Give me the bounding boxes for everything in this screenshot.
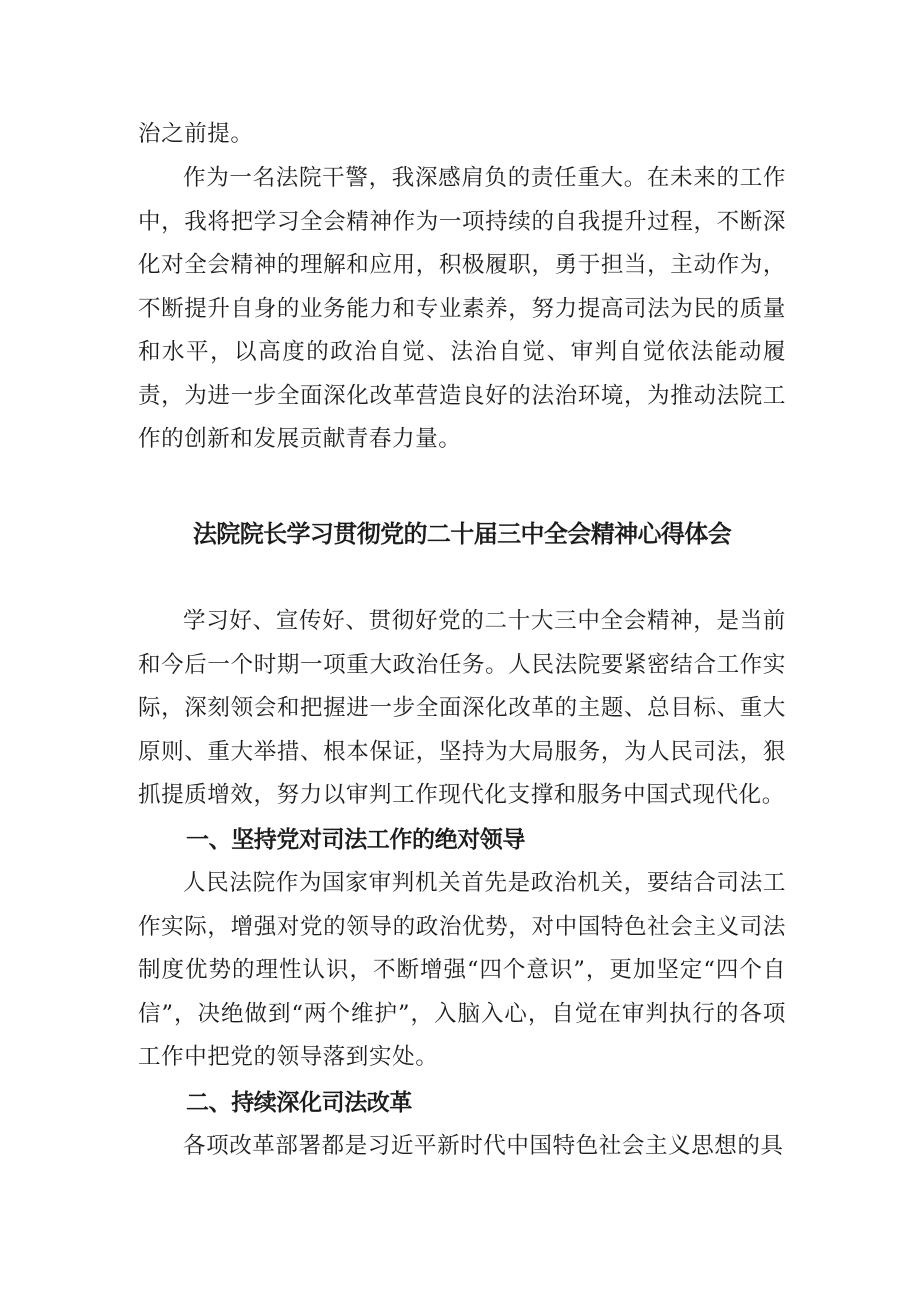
section-paragraph-1: 人民法院作为国家审判机关首先是政治机关，要结合司法工作实际，增强对党的领导的政治优势，对中国特色社会主义司法制度优势的理性认识，不断增强“四个意识”，更加坚定“四个自信”，决绝做到“两个维护”，入脑入心，自觉在审判执行的各项工作中把党的领导落到实处。 [138,870,786,1070]
opening-paragraph: 学习好、宣传好、贯彻好党的二十大三中全会精神，是当前和今后一个时期一项重大政治任务。人民法院要紧密结合工作实际，深刻领会和把握进一步全面深化改革的主题、总目标、重大原则、重大举措、根本保证，坚持为大局服务，为人民司法，狠抓提质增效，努力以审判工作现代化支撑和服务中国式现代化。 [138,608,786,808]
section-heading-1: 一、坚持党对司法工作的绝对领导 [186,827,526,853]
previous-paragraph-ending: 治之前提。 [138,121,254,147]
section-paragraph-2: 各项改革部署都是习近平新时代中国特色社会主义思想的具 [183,1133,784,1159]
previous-closing-paragraph: 作为一名法院干警，我深感肩负的责任重大。在未来的工作中，我将把学习全会精神作为一项持续的自我提升过程，不断深化对全会精神的理解和应用，积极履职，勇于担当，主动作为，不断提升自身的业务能力和专业素养，努力提高司法为民的质量和水平，以高度的政治自觉、法治自觉、审判自觉依法能动履责，为进一步全面深化改革营造良好的法治环境，为推动法院工作的创新和发展贡献青春力量。 [138,165,786,452]
document-title: 法院院长学习贯彻党的二十届三中全会精神心得体会 [192,520,732,548]
section-heading-2: 二、持续深化司法改革 [186,1090,413,1116]
